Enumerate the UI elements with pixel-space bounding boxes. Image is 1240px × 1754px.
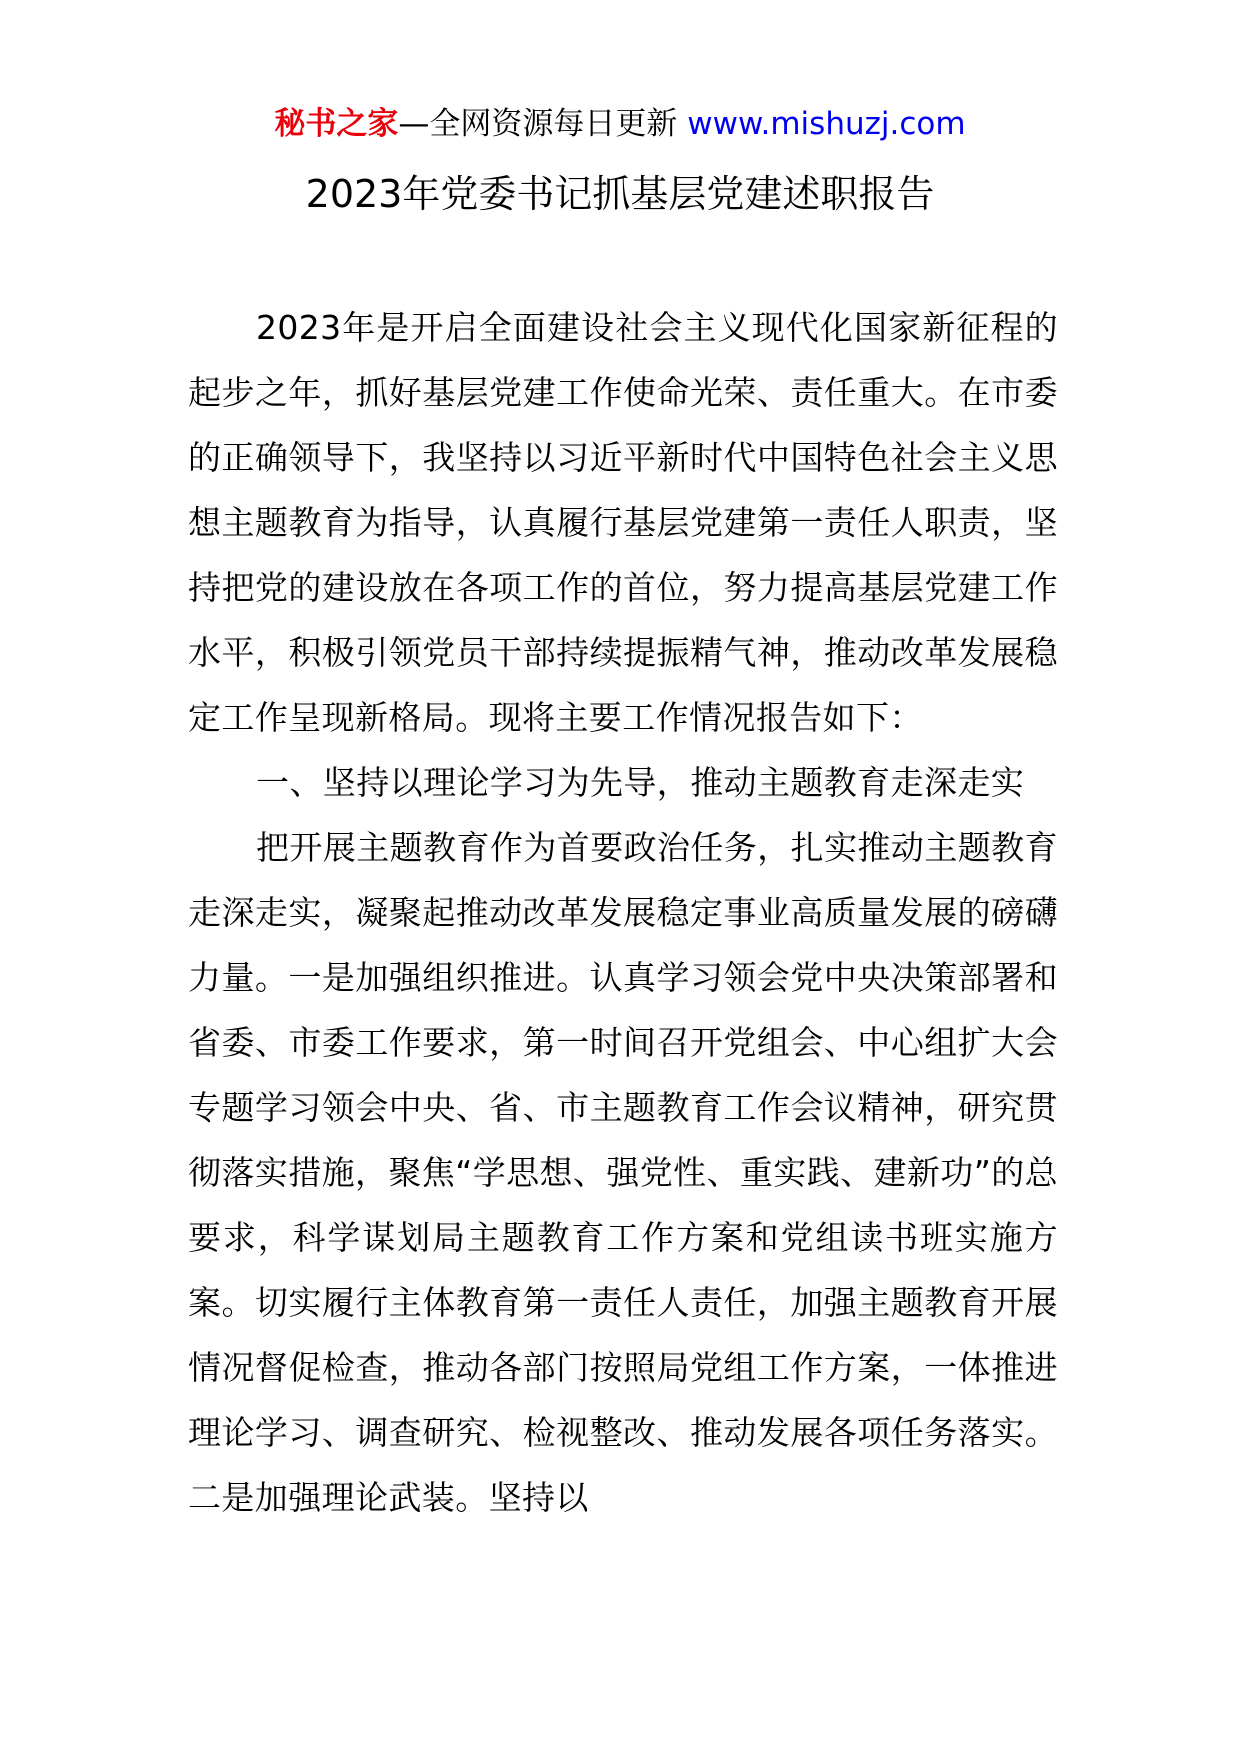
site-url-link[interactable]: www.mishuzj.com bbox=[687, 106, 966, 142]
intro-paragraph: 2023年是开启全面建设社会主义现代化国家新征程的起步之年，抓好基层党建工作使命光荣、责任重大。在市委的正确领导下，我坚持以习近平新时代中国特色社会主义思想主题教育为指导，认真履行基层党建第一责任人职责，坚持把党的建设放在各项工作的首位，努力提高基层党建工作水平，积极引领党员干部持续提振精气神，推动改革发展稳定工作呈现新格局。现将主要工作情况报告如下： bbox=[188, 308, 1058, 737]
section-heading-1: 一、坚持以理论学习为先导，推动主题教育走深走实 bbox=[256, 763, 1025, 802]
document-title: 2023年党委书记抓基层党建述职报告 bbox=[305, 172, 935, 216]
brand-name: 秘书之家 bbox=[274, 106, 399, 142]
section-1-paragraph: 把开展主题教育作为首要政治任务，扎实推动主题教育走深走实，凝聚起推动改革发展稳定事业高质量发展的磅礴力量。一是加强组织推进。认真学习领会党中央决策部署和省委、市委工作要求，第一时间召开党组会、中心组扩大会专题学习领会中央、省、市主题教育工作会议精神，研究贯彻落实措施，聚焦“学思想、强党性、重实践、建新功”的总要求，科学谋划局主题教育工作方案和党组读书班实施方案。切实履行主体教育第一责任人责任，加强主题教育开展情况督促检查，推动各部门按照局党组工作方案，一体推进理论学习、调查研究、检视整改、推动发展各项任务落实。二是加强理论武装。坚持以 bbox=[188, 828, 1058, 1517]
document-body bbox=[188, 295, 1058, 1530]
site-header bbox=[0, 102, 1240, 146]
header-tagline: —全网资源每日更新 bbox=[398, 106, 688, 142]
